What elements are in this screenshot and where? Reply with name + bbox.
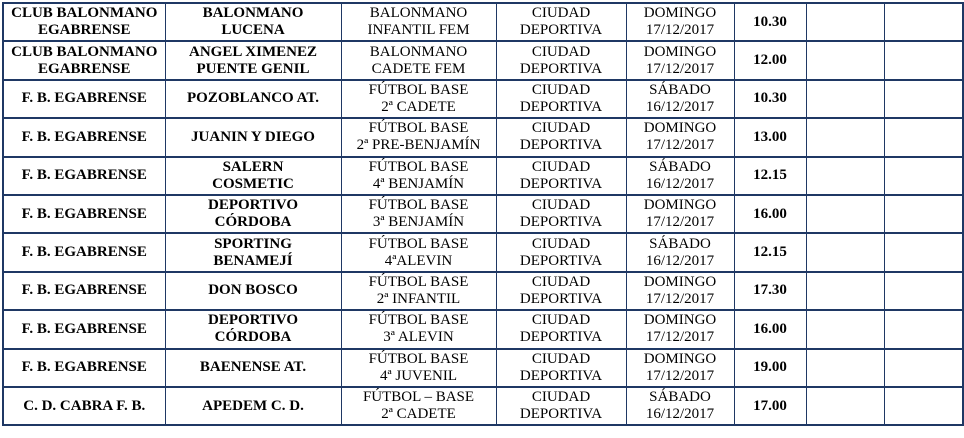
date-line: DOMINGO	[643, 120, 717, 137]
rival-cell	[165, 118, 341, 156]
table-row	[3, 41, 963, 79]
category-cell	[341, 310, 496, 348]
club-cell	[3, 41, 165, 79]
empty-cell	[806, 157, 884, 195]
date-line: 16/12/2017	[645, 406, 715, 423]
club-line: F. B. EGABRENSE	[21, 167, 147, 184]
time-cell: 10.30	[734, 80, 806, 118]
category-line: 3ª BENJAMÍN	[372, 214, 465, 231]
venue-cell	[496, 310, 626, 348]
empty-cell	[806, 349, 884, 387]
venue-cell	[496, 118, 626, 156]
empty-cell	[884, 157, 963, 195]
category-line: 2ª CADETE	[381, 98, 456, 115]
club-line: CLUB BALONMANO	[11, 43, 158, 60]
club-cell	[3, 349, 165, 387]
date-line: 17/12/2017	[645, 329, 715, 346]
date-cell	[626, 157, 734, 195]
rival-cell	[165, 41, 341, 79]
category-cell	[341, 349, 496, 387]
empty-cell	[884, 310, 963, 348]
empty-cell	[884, 349, 963, 387]
date-cell	[626, 233, 734, 271]
date-line: 17/12/2017	[645, 367, 715, 384]
category-cell	[341, 41, 496, 79]
venue-line: DEPORTIVA	[519, 406, 603, 423]
empty-cell	[806, 387, 884, 425]
date-cell	[626, 349, 734, 387]
date-line: SÁBADO	[649, 389, 711, 406]
category-line: FÚTBOL BASE	[368, 312, 469, 329]
club-line: F. B. EGABRENSE	[21, 282, 147, 299]
table-row	[3, 3, 963, 41]
venue-cell	[496, 233, 626, 271]
category-cell	[341, 387, 496, 425]
rival-cell	[165, 349, 341, 387]
club-cell	[3, 310, 165, 348]
club-cell	[3, 272, 165, 310]
date-line: SÁBADO	[649, 235, 711, 252]
empty-cell	[806, 310, 884, 348]
category-cell	[341, 118, 496, 156]
venue-cell	[496, 41, 626, 79]
rival-cell	[165, 233, 341, 271]
time-cell: 12.15	[734, 157, 806, 195]
empty-cell	[884, 80, 963, 118]
time-cell: 19.00	[734, 349, 806, 387]
rival-line: CÓRDOBA	[214, 329, 292, 346]
rival-line: COSMETIC	[212, 175, 294, 192]
category-line: FÚTBOL BASE	[368, 158, 469, 175]
date-line: SÁBADO	[649, 81, 711, 98]
table-row	[3, 233, 963, 271]
table-row	[3, 272, 963, 310]
club-line: EGABRENSE	[37, 22, 131, 39]
category-cell	[341, 233, 496, 271]
table-row	[3, 80, 963, 118]
category-cell	[341, 3, 496, 41]
rival-line: ANGEL XIMENEZ	[189, 43, 317, 60]
date-line: DOMINGO	[643, 43, 717, 60]
date-line: 17/12/2017	[645, 137, 715, 154]
venue-cell	[496, 195, 626, 233]
venue-cell	[496, 349, 626, 387]
club-line: F. B. EGABRENSE	[21, 128, 147, 145]
rival-cell	[165, 157, 341, 195]
rival-line: SALERN	[222, 158, 284, 175]
club-line: F. B. EGABRENSE	[21, 244, 147, 261]
category-line: 2ª CADETE	[381, 406, 456, 423]
rival-line: SPORTING	[214, 235, 292, 252]
venue-line: DEPORTIVA	[519, 98, 603, 115]
venue-line: CIUDAD	[531, 43, 591, 60]
venue-line: CIUDAD	[531, 389, 591, 406]
date-line: 17/12/2017	[645, 22, 715, 39]
category-line: 2ª PRE-BENJAMÍN	[356, 137, 481, 154]
club-cell	[3, 387, 165, 425]
date-cell	[626, 272, 734, 310]
table-row	[3, 195, 963, 233]
rival-cell	[165, 80, 341, 118]
venue-cell	[496, 3, 626, 41]
date-line: 17/12/2017	[645, 214, 715, 231]
rival-line: APEDEM C. D.	[202, 397, 304, 414]
table-row	[3, 387, 963, 425]
rival-cell	[165, 272, 341, 310]
category-line: CADETE FEM	[371, 60, 466, 77]
category-cell	[341, 195, 496, 233]
category-line: FÚTBOL – BASE	[362, 389, 475, 406]
date-cell	[626, 195, 734, 233]
club-cell	[3, 80, 165, 118]
rival-line: BALONMANO	[202, 5, 304, 22]
venue-line: CIUDAD	[531, 235, 591, 252]
category-line: FÚTBOL BASE	[368, 273, 469, 290]
rival-line: LUCENA	[221, 22, 285, 39]
venue-line: DEPORTIVA	[519, 252, 603, 269]
empty-cell	[806, 41, 884, 79]
category-cell	[341, 272, 496, 310]
category-line: FÚTBOL BASE	[368, 235, 469, 252]
rival-line: POZOBLANCO AT.	[187, 90, 319, 107]
category-line: 3ª ALEVIN	[383, 329, 454, 346]
category-line: FÚTBOL BASE	[368, 120, 469, 137]
match-schedule-table	[2, 2, 964, 426]
club-line: C. D. CABRA F. B.	[23, 397, 146, 414]
club-cell	[3, 195, 165, 233]
empty-cell	[884, 41, 963, 79]
date-cell	[626, 118, 734, 156]
venue-line: CIUDAD	[531, 158, 591, 175]
rival-cell	[165, 387, 341, 425]
table-row	[3, 310, 963, 348]
club-line: F. B. EGABRENSE	[21, 90, 147, 107]
schedule-container	[2, 2, 964, 426]
time-cell: 13.00	[734, 118, 806, 156]
category-line: INFANTIL FEM	[367, 22, 470, 39]
venue-line: DEPORTIVA	[519, 137, 603, 154]
rival-line: BAENENSE AT.	[199, 359, 307, 376]
date-line: 17/12/2017	[645, 290, 715, 307]
date-cell	[626, 310, 734, 348]
venue-line: CIUDAD	[531, 350, 591, 367]
venue-line: DEPORTIVA	[519, 60, 603, 77]
date-line: DOMINGO	[643, 197, 717, 214]
category-line: 2ª INFANTIL	[376, 290, 461, 307]
table-row	[3, 349, 963, 387]
empty-cell	[806, 272, 884, 310]
category-line: BALONMANO	[369, 5, 468, 22]
time-cell: 12.15	[734, 233, 806, 271]
category-line: 4ª BENJAMÍN	[372, 175, 465, 192]
date-line: DOMINGO	[643, 350, 717, 367]
empty-cell	[884, 233, 963, 271]
empty-cell	[884, 387, 963, 425]
date-line: SÁBADO	[649, 158, 711, 175]
rival-line: DON BOSCO	[208, 282, 298, 299]
empty-cell	[884, 118, 963, 156]
table-row	[3, 118, 963, 156]
club-line: F. B. EGABRENSE	[21, 205, 147, 222]
club-line: F. B. EGABRENSE	[21, 320, 147, 337]
empty-cell	[806, 195, 884, 233]
empty-cell	[884, 272, 963, 310]
venue-line: DEPORTIVA	[519, 22, 603, 39]
category-line: 4ªALEVIN	[384, 252, 453, 269]
club-cell	[3, 233, 165, 271]
rival-cell	[165, 3, 341, 41]
time-cell: 16.00	[734, 310, 806, 348]
rival-cell	[165, 310, 341, 348]
date-cell	[626, 80, 734, 118]
category-line: 4ª JUVENIL	[379, 367, 458, 384]
club-cell	[3, 157, 165, 195]
club-line: F. B. EGABRENSE	[21, 359, 147, 376]
empty-cell	[806, 3, 884, 41]
venue-cell	[496, 157, 626, 195]
time-cell: 16.00	[734, 195, 806, 233]
empty-cell	[806, 80, 884, 118]
date-cell	[626, 3, 734, 41]
club-cell	[3, 118, 165, 156]
date-line: 16/12/2017	[645, 98, 715, 115]
empty-cell	[806, 118, 884, 156]
date-line: 17/12/2017	[645, 60, 715, 77]
time-cell: 10.30	[734, 3, 806, 41]
date-cell	[626, 387, 734, 425]
empty-cell	[884, 195, 963, 233]
rival-line: BENAMEJÍ	[213, 252, 293, 269]
date-line: DOMINGO	[643, 5, 717, 22]
club-line: EGABRENSE	[37, 60, 131, 77]
category-line: FÚTBOL BASE	[368, 81, 469, 98]
venue-line: CIUDAD	[531, 81, 591, 98]
rival-line: JUANIN Y DIEGO	[191, 128, 315, 145]
category-cell	[341, 80, 496, 118]
club-line: CLUB BALONMANO	[11, 5, 158, 22]
venue-line: CIUDAD	[531, 5, 591, 22]
category-line: BALONMANO	[369, 43, 468, 60]
venue-line: DEPORTIVA	[519, 367, 603, 384]
category-line: FÚTBOL BASE	[368, 350, 469, 367]
club-cell	[3, 3, 165, 41]
category-cell	[341, 157, 496, 195]
empty-cell	[884, 3, 963, 41]
rival-cell	[165, 195, 341, 233]
venue-line: DEPORTIVA	[519, 214, 603, 231]
venue-cell	[496, 80, 626, 118]
venue-line: CIUDAD	[531, 197, 591, 214]
venue-line: DEPORTIVA	[519, 175, 603, 192]
venue-cell	[496, 272, 626, 310]
venue-cell	[496, 387, 626, 425]
date-line: DOMINGO	[643, 273, 717, 290]
date-line: 16/12/2017	[645, 175, 715, 192]
venue-line: DEPORTIVA	[519, 329, 603, 346]
empty-cell	[806, 233, 884, 271]
table-row	[3, 157, 963, 195]
venue-line: CIUDAD	[531, 273, 591, 290]
category-line: FÚTBOL BASE	[368, 197, 469, 214]
time-cell: 17.30	[734, 272, 806, 310]
schedule-body	[3, 3, 963, 425]
rival-line: DEPORTIVO	[207, 197, 298, 214]
rival-line: CÓRDOBA	[214, 214, 292, 231]
date-cell	[626, 41, 734, 79]
time-cell: 17.00	[734, 387, 806, 425]
rival-line: DEPORTIVO	[207, 312, 298, 329]
date-line: DOMINGO	[643, 312, 717, 329]
date-line: 16/12/2017	[645, 252, 715, 269]
venue-line: CIUDAD	[531, 312, 591, 329]
venue-line: DEPORTIVA	[519, 290, 603, 307]
venue-line: CIUDAD	[531, 120, 591, 137]
time-cell: 12.00	[734, 41, 806, 79]
rival-line: PUENTE GENIL	[196, 60, 310, 77]
